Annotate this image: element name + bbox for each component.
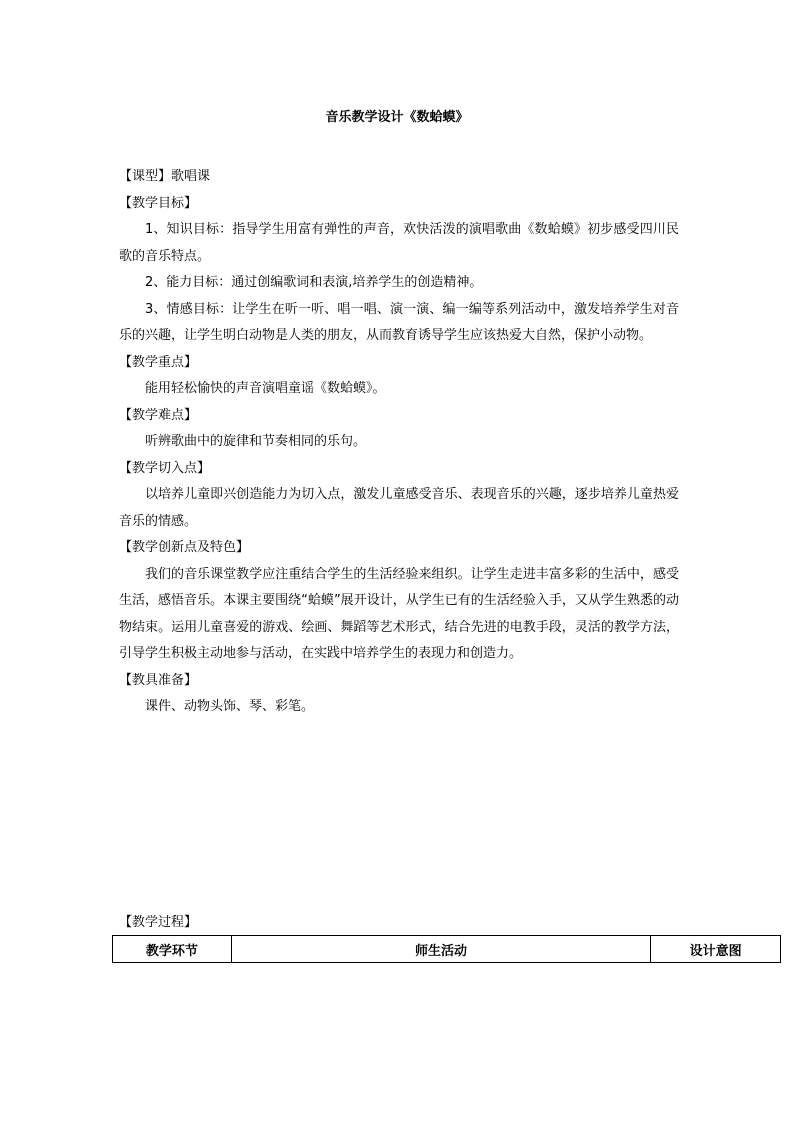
section-heading-key-points: 【教学重点】 xyxy=(119,354,198,370)
section-heading-innovation: 【教学创新点及特色】 xyxy=(119,540,250,555)
entry-point-text: 以培养儿童即兴创造能力为切入点，激发儿童感受音乐、表现音乐的兴趣，逐步培养儿童热爱音乐的情感。 xyxy=(119,487,679,529)
column-header-intent: 设计意图 xyxy=(651,936,781,963)
process-table-header-row xyxy=(113,936,781,963)
document-body xyxy=(119,164,679,721)
objective-ability: 2、能力目标：通过创编歌词和表演,培养学生的创造精神。 xyxy=(145,275,483,290)
key-points-text: 能用轻松愉快的声音演唱童谣《数蛤蟆》。 xyxy=(145,381,386,396)
section-heading-course-type: 【课型】歌唱课 xyxy=(119,169,211,184)
column-header-activities: 师生活动 xyxy=(231,936,651,963)
section-heading-materials: 【教具准备】 xyxy=(119,672,198,688)
difficulties-text: 听辨歌曲中的旋律和节奏相同的乐句。 xyxy=(145,434,367,449)
section-heading-difficulties: 【教学难点】 xyxy=(119,407,198,423)
objective-emotion: 3、情感目标：让学生在听一听、唱一唱、演一演、编一编等系列活动中，激发培养学生对音乐的兴趣，让学生明白动物是人类的朋友，从而教育诱导学生应该热爱大自然，保护小动物。 xyxy=(119,301,679,343)
section-heading-process: 【教学过程】 xyxy=(119,915,198,930)
materials-text: 课件、动物头饰、琴、彩笔。 xyxy=(145,699,315,714)
section-heading-entry-point: 【教学切入点】 xyxy=(119,460,211,476)
column-header-stage: 教学环节 xyxy=(113,936,232,963)
document-title: 音乐教学设计《数蛤蟆》 xyxy=(325,110,469,125)
objective-knowledge: 1、知识目标：指导学生用富有弹性的声音，欢快活泼的演唱歌曲《数蛤蟆》初步感受四川民歌的音乐特点。 xyxy=(119,222,679,264)
section-heading-objectives: 【教学目标】 xyxy=(119,195,198,211)
innovation-text: 我们的音乐课堂教学应注重结合学生的生活经验来组织。让学生走进丰富多彩的生活中，感受生活，感悟音乐。本课主要围绕“蛤蟆”展开设计，从学生已有的生活经验入手，又从学生熟悉的动物结束。运用儿童喜爱的游戏、绘画、舞蹈等艺术形式，结合先进的电教手段，灵活的教学方法，引导学生积极主动地参与活动，在实践中培养学生的表现力和创造力。 xyxy=(119,566,679,661)
process-table xyxy=(112,935,781,963)
